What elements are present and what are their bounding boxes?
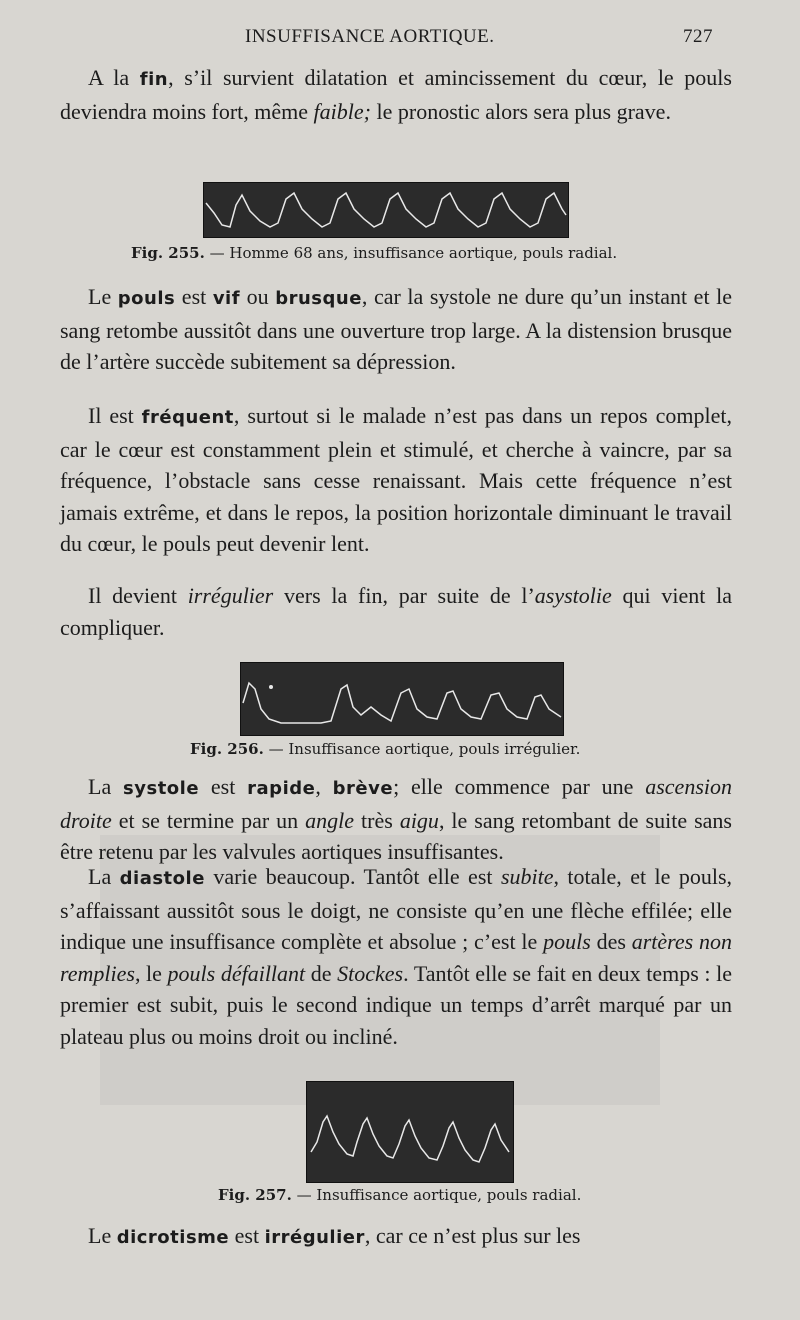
pulse-trace-icon bbox=[241, 663, 563, 735]
paragraph-pouls: Le pouls est vif ou brusque, car la systole ne dure qu’un instant et le sang retombe aussitôt dans une ouverture trop large. A la distension brusque de l’artère succède subitement sa dépression. bbox=[60, 284, 733, 374]
pulse-trace-icon bbox=[307, 1082, 513, 1182]
paragraph-irregulier: Il devient irrégulier vers la fin, par suite de l’asystolie qui vient la compliquer. bbox=[60, 583, 732, 640]
figure-255-caption: Fig. 255. — Homme 68 ans, insuffisance aortique, pouls radial. bbox=[131, 244, 618, 262]
figure-257-pulse-trace bbox=[306, 1081, 514, 1183]
pulse-trace-icon bbox=[204, 183, 568, 237]
figure-257-caption: Fig. 257. — Insuffisance aortique, pouls radial. bbox=[218, 1186, 582, 1204]
running-header bbox=[0, 26, 800, 52]
figure-256-caption: Fig. 256. — Insuffisance aortique, pouls irrégulier. bbox=[190, 740, 581, 758]
page-number: 727 bbox=[683, 26, 713, 47]
running-title: INSUFFISANCE AORTIQUE. bbox=[245, 26, 495, 47]
paragraph-frequent: Il est fréquent, surtout si le malade n’est pas dans un repos complet, car le cœur est constamment plein et stimulé, et cherche à vaincre, par sa fréquence, l’obstacle sans cesse renaissant. Mais cette fréquence n’est jamais extrême, et dans le repos, la position horizontale diminuant le travail du cœur, le pouls peut devenir lent. bbox=[60, 403, 732, 556]
figure-256-pulse-trace bbox=[240, 662, 564, 736]
paragraph-systole: La systole est rapide, brève; elle commence par une ascension droite et se termine par un angle très aigu, le sang retombant de suite sans être retenu par les valvules aortiques insuffisantes. bbox=[60, 774, 732, 864]
figure-255-pulse-trace bbox=[203, 182, 569, 238]
paragraph-fin: A la fin, s’il survient dilatation et amincissement du cœur, le pouls deviendra moins fort, même faible; le pronostic alors sera plus grave. bbox=[60, 65, 732, 124]
paragraph-dicrotisme: Le dicrotisme est irrégulier, car ce n’est plus sur les bbox=[88, 1223, 581, 1248]
paragraph-diastole: La diastole varie beaucoup. Tantôt elle est subite, totale, et le pouls, s’affaissant aussitôt sous le doigt, ne consiste qu’en une flèche effilée; elle indique une insuffisance complète et absolue ; c’est le pouls des artères non remplies, le pouls défaillant de Stockes. Tantôt elle se fait en deux temps : le premier est subit, puis le second indique un temps d’arrêt marqué par un plateau plus ou moins droit ou incliné. bbox=[60, 864, 733, 1049]
